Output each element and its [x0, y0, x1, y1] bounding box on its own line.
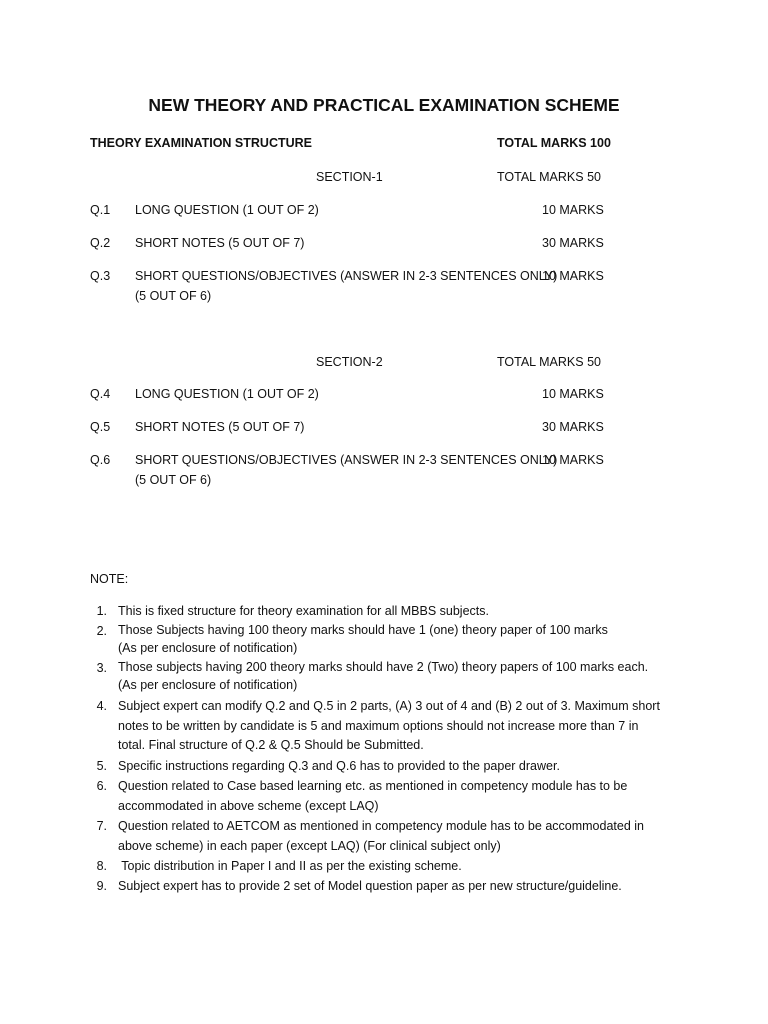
question-number: Q.4: [90, 387, 111, 401]
note-text: Question related to AETCOM as mentioned in competency module has to be accommodated in above scheme) in each paper (except LAQ) (For clinical subject only): [118, 819, 644, 853]
question-marks: 10 MARKS: [542, 453, 604, 467]
question-marks: 10 MARKS: [542, 387, 604, 401]
question-text-continued: (5 OUT OF 6): [135, 473, 212, 487]
note-text: Specific instructions regarding Q.3 and Q.6 has to provided to the paper drawer.: [118, 759, 560, 773]
note-text: Subject expert has to provide 2 set of Model question paper as per new structure/guideline.: [118, 879, 622, 893]
note-number: 3.: [96, 661, 107, 675]
question-marks: 30 MARKS: [542, 236, 604, 250]
note-text: Subject expert can modify Q.2 and Q.5 in 2 parts, (A) 3 out of 4 and (B) 2 out of 3. Maximum short notes to be written by candidate is 5 and maximum options should not increase more than 7 in total. Final structure of Q.2 & Q.5 Should be Submitted.: [118, 699, 660, 752]
note-text: Topic distribution in Paper I and II as per the existing scheme.: [118, 859, 462, 873]
note-number: 4.: [96, 699, 107, 713]
note-text: Those subjects having 200 theory marks should have 2 (Two) theory papers of 100 marks each. (As per enclosure of notification): [118, 660, 649, 692]
question-text: SHORT NOTES (5 OUT OF 7): [135, 420, 305, 434]
question-text: SHORT QUESTIONS/OBJECTIVES (ANSWER IN 2-3 SENTENCES ONLY): [135, 269, 558, 283]
note-number: 1.: [96, 604, 107, 618]
section-total: TOTAL MARKS 50: [497, 170, 601, 184]
note-text: This is fixed structure for theory examination for all MBBS subjects.: [118, 604, 489, 618]
section-total: TOTAL MARKS 50: [497, 355, 601, 369]
question-number: Q.3: [90, 269, 111, 283]
note-label: NOTE:: [90, 572, 129, 586]
note-number: 6.: [96, 779, 107, 793]
structure-total: TOTAL MARKS 100: [497, 136, 611, 150]
question-text-continued: (5 OUT OF 6): [135, 289, 212, 303]
question-text: SHORT NOTES (5 OUT OF 7): [135, 236, 305, 250]
question-number: Q.1: [90, 203, 111, 217]
note-number: 8.: [96, 859, 107, 873]
question-marks: 10 MARKS: [542, 269, 604, 283]
section-title: SECTION-1: [316, 170, 383, 184]
page-title: NEW THEORY AND PRACTICAL EXAMINATION SCHEME: [148, 95, 620, 115]
question-number: Q.6: [90, 453, 111, 467]
note-text: Question related to Case based learning etc. as mentioned in competency module has to be accommodated in above scheme (except LAQ): [118, 779, 628, 813]
note-number: 9.: [96, 879, 107, 893]
note-number: 7.: [96, 819, 107, 833]
note-number: 5.: [96, 759, 107, 773]
section-title: SECTION-2: [316, 355, 383, 369]
question-number: Q.5: [90, 420, 111, 434]
question-marks: 30 MARKS: [542, 420, 604, 434]
question-text: LONG QUESTION (1 OUT OF 2): [135, 203, 319, 217]
question-text: LONG QUESTION (1 OUT OF 2): [135, 387, 319, 401]
question-text: SHORT QUESTIONS/OBJECTIVES (ANSWER IN 2-3 SENTENCES ONLY): [135, 453, 558, 467]
note-text: Those Subjects having 100 theory marks should have 1 (one) theory paper of 100 marks (As per enclosure of notification): [118, 623, 608, 655]
question-marks: 10 MARKS: [542, 203, 604, 217]
note-number: 2.: [96, 624, 107, 638]
question-number: Q.2: [90, 236, 111, 250]
structure-heading: THEORY EXAMINATION STRUCTURE: [90, 136, 312, 150]
